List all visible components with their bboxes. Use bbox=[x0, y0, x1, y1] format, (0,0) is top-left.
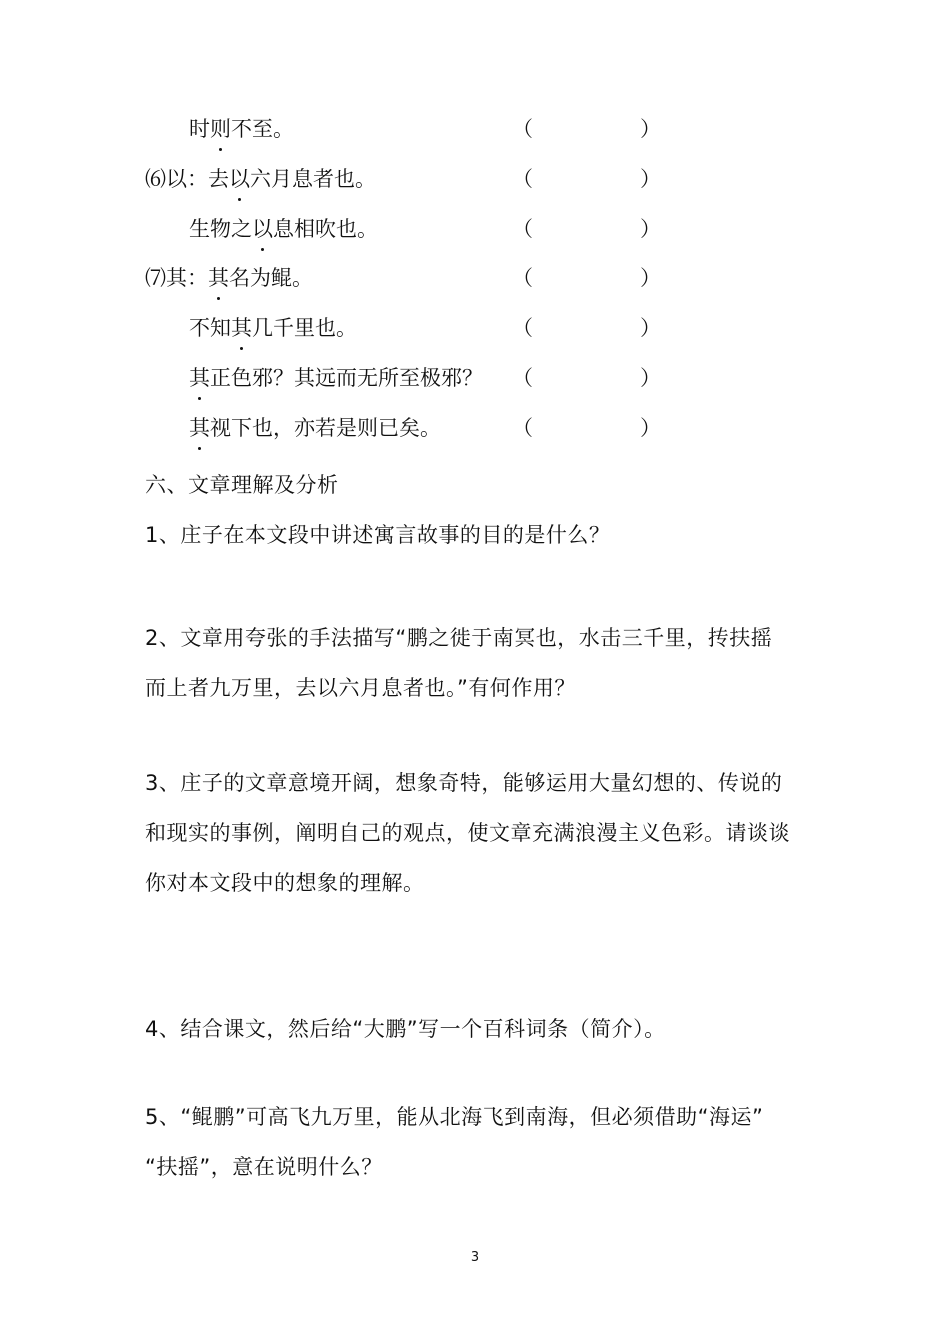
answer-paren-open: （ bbox=[512, 117, 533, 141]
answer-paren-close: ） bbox=[640, 167, 661, 191]
dotted-character: 则 bbox=[210, 114, 231, 144]
answer-paren-close: ） bbox=[640, 266, 661, 290]
glossary-row: ⑹以：去以六月息者也。 bbox=[145, 164, 376, 194]
question-3-line-2: 和现实的事例，阐明自己的观点，使文章充满浪漫主义色彩。请谈谈 bbox=[145, 821, 790, 845]
glossary-row: 不知其几千里也。 bbox=[189, 313, 357, 343]
answer-paren-close: ） bbox=[640, 366, 661, 390]
dotted-character: 其 bbox=[189, 363, 210, 393]
answer-paren-open: （ bbox=[512, 266, 533, 290]
question-2-line-1: 2、文章用夸张的手法描写“鹏之徙于南冥也，水击三千里，抟扶摇 bbox=[145, 626, 773, 650]
answer-paren-open: （ bbox=[512, 167, 533, 191]
question-4-line-1: 4、结合课文，然后给“大鹏”写一个百科词条（简介）。 bbox=[145, 1017, 666, 1041]
question-3-line-1: 3、庄子的文章意境开阔，想象奇特，能够运用大量幻想的、传说的 bbox=[145, 771, 783, 795]
answer-paren-close: ） bbox=[640, 316, 661, 340]
glossary-row: 其视下也，亦若是则已矣。 bbox=[189, 413, 441, 443]
question-5-line-1: 5、“鲲鹏”可高飞九万里，能从北海飞到南海，但必须借助“海运” bbox=[145, 1105, 764, 1129]
glossary-row: 其正色邪？其远而无所至极邪？ bbox=[189, 363, 483, 393]
answer-paren-open: （ bbox=[512, 416, 533, 440]
question-1-line-1: 1、庄子在本文段中讲述寓言故事的目的是什么？ bbox=[145, 523, 611, 547]
answer-paren-open: （ bbox=[512, 316, 533, 340]
answer-paren-close: ） bbox=[640, 117, 661, 141]
dotted-character: 以 bbox=[252, 214, 273, 244]
glossary-row: 时则不至。 bbox=[189, 114, 294, 144]
glossary-row: 生物之以息相吹也。 bbox=[189, 214, 378, 244]
dotted-character: 其 bbox=[231, 313, 252, 343]
dotted-character: 以 bbox=[229, 164, 250, 194]
question-3-line-3: 你对本文段中的想象的理解。 bbox=[145, 871, 425, 895]
dotted-character: 其 bbox=[208, 263, 229, 293]
answer-paren-close: ） bbox=[640, 217, 661, 241]
question-2-line-2: 而上者九万里，去以六月息者也。”有何作用？ bbox=[145, 676, 576, 700]
answer-paren-close: ） bbox=[640, 416, 661, 440]
page-number: 3 bbox=[470, 1250, 480, 1265]
question-5-line-2: “扶摇”，意在说明什么？ bbox=[145, 1155, 383, 1179]
answer-paren-open: （ bbox=[512, 217, 533, 241]
dotted-character: 其 bbox=[189, 413, 210, 443]
answer-paren-open: （ bbox=[512, 366, 533, 390]
section-title: 六、文章理解及分析 bbox=[145, 473, 339, 497]
glossary-row: ⑺其：其名为鲲。 bbox=[145, 263, 313, 293]
